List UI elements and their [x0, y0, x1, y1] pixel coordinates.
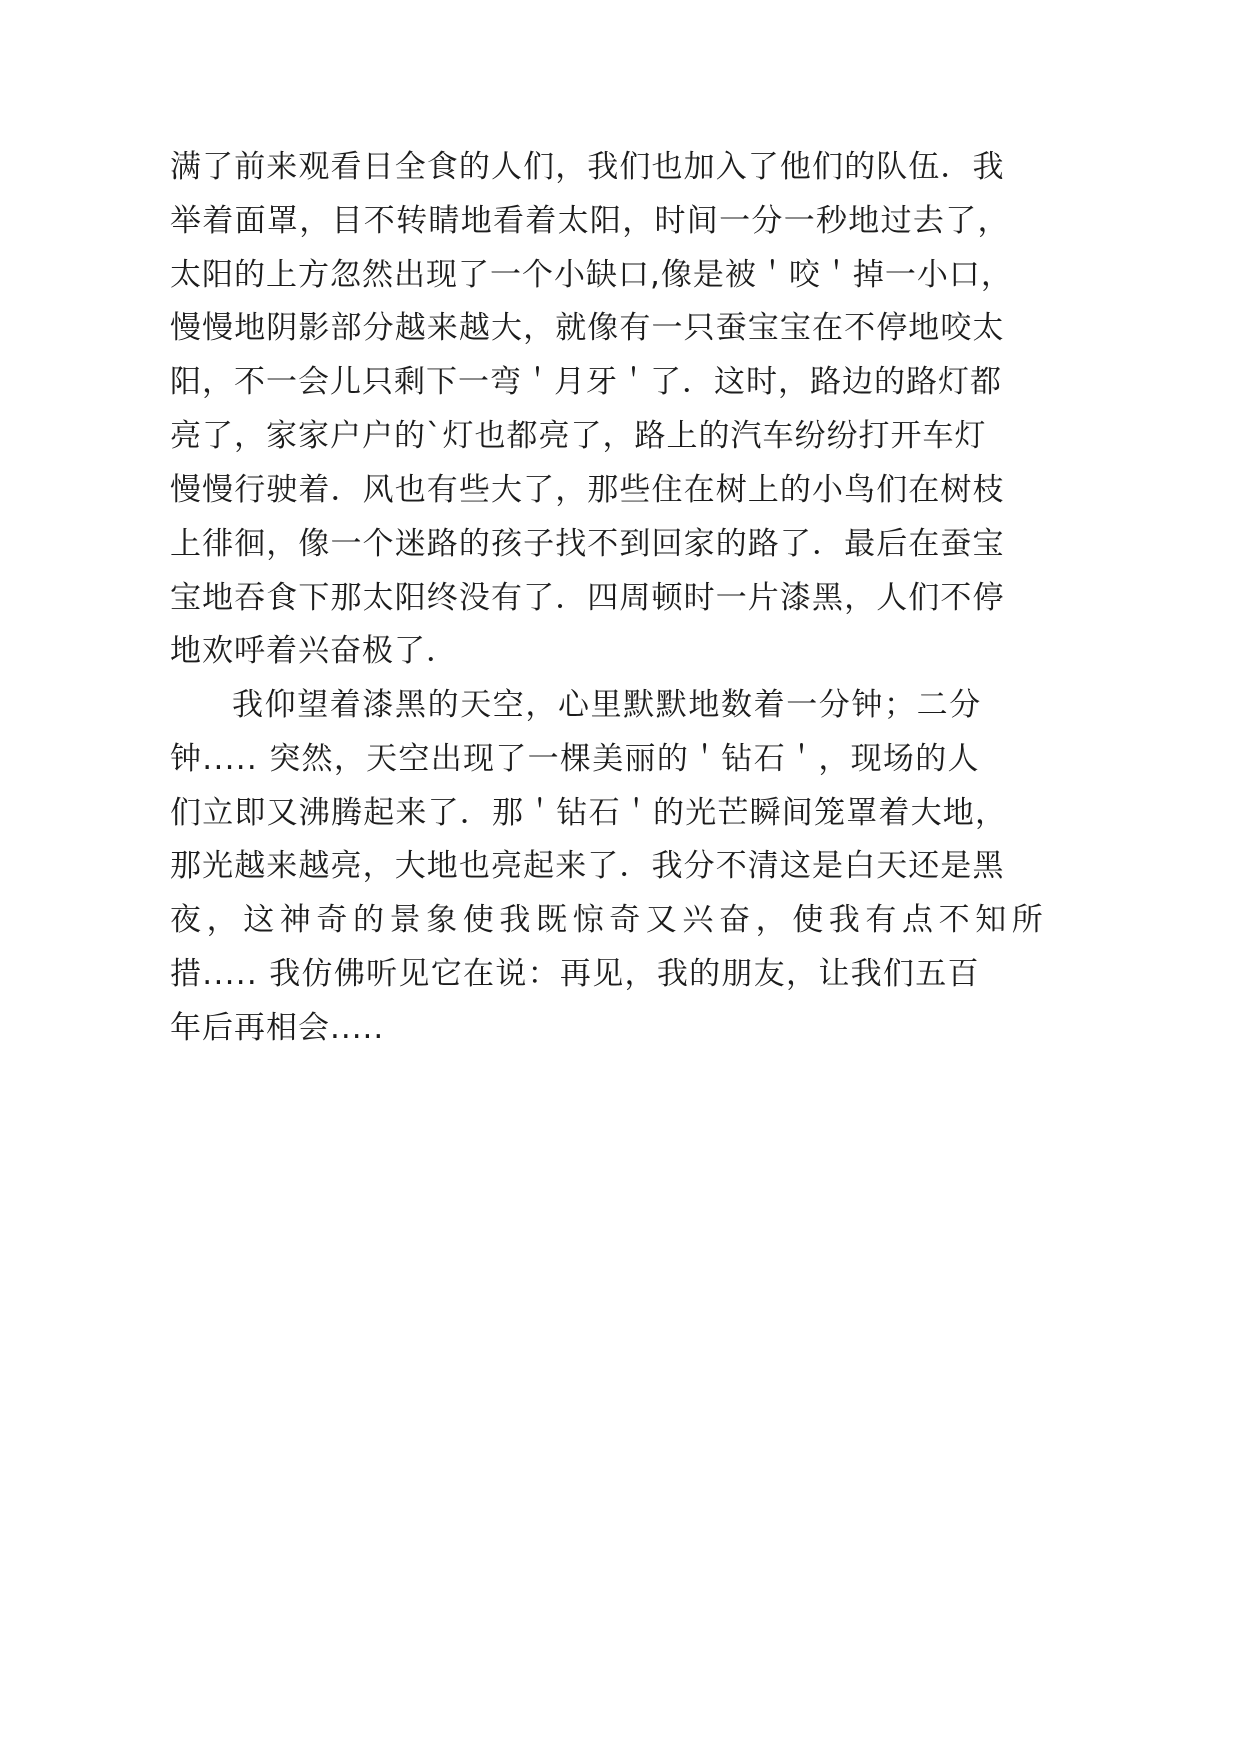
paragraph-line: 宝地吞食下那太阳终没有了．四周顿时一片漆黑，人们不停 — [170, 580, 1005, 616]
paragraph-line: 慢慢行驶着．风也有些大了，那些住在树上的小鸟们在树枝 — [170, 472, 1005, 508]
paragraph-line: 满了前来观看日全食的人们，我们也加入了他们的队伍．我 — [170, 149, 1005, 185]
paragraph-line: 阳，不一会儿只剩下一弯＇月牙＇了．这时，路边的路灯都 — [170, 364, 1002, 400]
paragraph-line: 钟..... 突然，天空出现了一棵美丽的＇钻石＇，现场的人 — [170, 741, 980, 777]
paragraph-line: 我仰望着漆黑的天空，心里默默地数着一分钟；二分 — [232, 687, 982, 723]
paragraph-line: 年后再相会..... — [170, 1010, 385, 1046]
paragraph-line: 地欢呼着兴奋极了． — [170, 633, 458, 669]
paragraph-line: 举着面罩，目不转睛地看着太阳，时间一分一秒地过去了， — [170, 203, 1010, 239]
paragraph-line: 措..... 我仿佛听见它在说：再见，我的朋友，让我们五百 — [170, 956, 980, 992]
paragraph-line: 那光越来越亮，大地也亮起来了．我分不清这是白天还是黑 — [170, 848, 1005, 884]
paragraph-line: 夜，这神奇的景象使我既惊奇又兴奋，使我有点不知所 — [170, 902, 1049, 938]
paragraph-line: 太阳的上方忽然出现了一个小缺口,像是被＇咬＇掉一小口， — [170, 257, 1013, 293]
paragraph-line: 们立即又沸腾起来了．那＇钻石＇的光芒瞬间笼罩着大地， — [170, 795, 1008, 831]
paragraph-line: 慢慢地阴影部分越来越大，就像有一只蚕宝宝在不停地咬太 — [170, 310, 1005, 346]
paragraph-line: 上徘徊，像一个迷路的孩子找不到回家的路了．最后在蚕宝 — [170, 526, 1005, 562]
paragraph-line: 亮了，家家户户的`灯也都亮了，路上的汽车纷纷打开车灯 — [170, 418, 987, 454]
